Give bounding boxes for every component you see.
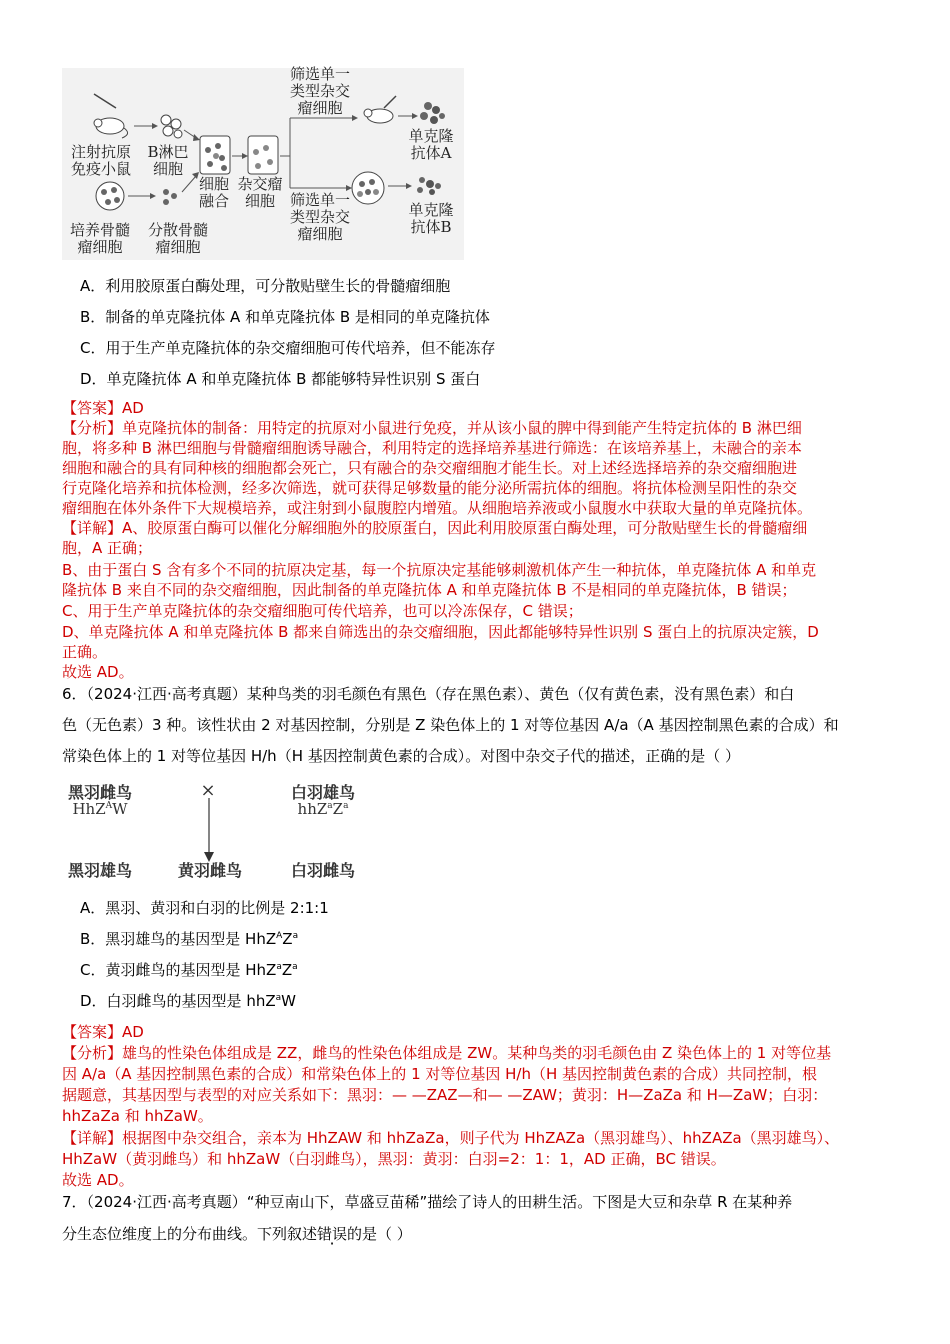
q6-option-a: A．黑羽、黄羽和白羽的比例是 2:1:1 [80,899,329,917]
offspring-yellow-female: 黄羽雌鸟 [177,861,242,880]
q7-stem-line: 分生态位维度上的分布曲线。下列叙述错误的是（ ） [62,1225,412,1243]
q5-option-b: B．制备的单克隆抗体 A 和单克隆抗体 B 是相同的单克隆抗体 [80,308,490,326]
q5-detail-line: C、用于生产单克隆抗体的杂交瘤细胞可传代培养，也可以冷冻保存，C 错误； [62,602,583,620]
q6-stem-line: 6．（2024·江西·高考真题）某种鸟类的羽毛颜色有黑色（存在黑色素）、黄色（仅有黄色素，没有黑色素）和白 [62,685,795,703]
q6-analysis-line: hhZaZa 和 hhZaW。 [62,1107,213,1125]
label-select-bottom: 筛选单一 类型杂交 瘤细胞 [289,191,350,243]
q6-option-c: C．黄羽雌鸟的基因型是 $HhZ^aZ^a$ [80,961,298,979]
label-hybridoma: 杂交瘤 细胞 [237,175,283,210]
q5-detail-line: D、单克隆抗体 A 和单克隆抗体 B 都来自筛选出的杂交瘤细胞，因此都能够特异性识别 S 蛋白上的抗原决定簇，D [62,623,819,641]
parent-male-label: 白羽雄鸟 [290,783,355,802]
q5-analysis-line: 【分析】单克隆抗体的制备：用特定的抗原对小鼠进行免疫，并从该小鼠的脾中得到能产生特定抗体的 B 淋巴细 [62,419,802,437]
q6-answer: 【答案】AD [62,1023,144,1041]
q6-stem-line: 常染色体上的 1 对等位基因 H/h（H 基因控制黄色素的合成）。对图中杂交子代的描述，正确的是（ ） [62,747,741,765]
fusion-beaker-icon [200,136,230,174]
b-cell-icon [161,115,182,138]
q5-option-a: A．利用胶原蛋白酶处理，可分散贴壁生长的骨髓瘤细胞 [80,277,451,295]
label-b-cell: B淋巴 细胞 [147,143,189,178]
q5-option-c: C．用于生产单克隆抗体的杂交瘤细胞可传代培养，但不能冻存 [80,339,496,357]
label-mab-b: 单克隆 抗体B [408,201,454,236]
q5-detail-line: B、由于蛋白 S 含有多个不同的抗原决定基，每一个抗原决定基能够刺激机体产生一种抗体，单克隆抗体 A 和单克 [62,561,817,579]
q5-detail-line: 故选 AD。 [62,663,134,681]
q6-detail-line: 故选 AD。 [62,1171,134,1189]
label-inject: 注射抗原 免疫小鼠 [70,143,131,178]
q6-analysis-line: 【分析】雄鸟的性染色体组成是 ZZ，雌鸟的性染色体组成是 ZW。某种鸟类的羽毛颜色由 Z 染色体上的 1 对等位基 [62,1044,832,1062]
q6-option-b: B．黑羽雄鸟的基因型是 $HhZ^AZ^a$ [80,930,299,948]
cross-symbol: × [200,780,216,801]
q5-analysis-line: 行克隆化培养和抗体检测，经多次筛选，就可获得足够数量的能分泌所需抗体的细胞。将抗体检测呈阳性的杂交 [62,479,798,497]
culture-dish-icon [352,172,384,204]
offspring-black-male: 黑羽雄鸟 [67,861,132,880]
q6-option-d: D．白羽雌鸟的基因型是 hhZ$^a$W [80,992,296,1010]
q6-stem-line: 色（无色素）3 种。该性状由 2 对基因控制，分别是 Z 染色体上的 1 对等位基因 A/a（A 基因控制黑色素的合成）和 [62,716,839,734]
q7-stem-line: 7．（2024·江西·高考真题）“种豆南山下，草盛豆苗稀”描绘了诗人的田耕生活。下图是大豆和杂草 R 在某种养 [62,1193,793,1211]
q5-detail-line: 胞，A 正确； [62,539,153,557]
q5-detail-line: 【详解】A、胶原蛋白酶可以催化分解细胞外的胶原蛋白，因此利用胶原蛋白酶处理，可分散贴壁生长的骨髓瘤细 [62,519,808,537]
q5-analysis-line: 细胞和融合的具有同种核的细胞都会死亡，只有融合的杂交瘤细胞才能生长。对上述经选择培养的杂交瘤细胞进 [62,459,798,477]
offspring-white-female: 白羽雌鸟 [290,861,355,880]
cross-arrow [199,798,219,862]
antibody-b-cluster-icon [417,177,441,195]
hybridoma-beaker-icon [248,136,278,174]
dispersed-myeloma-icon [163,189,177,205]
q6-detail-line: 【详解】根据图中杂交组合，亲本为 HhZAW 和 hhZaZa，则子代为 HhZAZa（黑羽雄鸟）、hhZAZa（黑羽雄鸟）、 [62,1129,840,1147]
q6-analysis-line: 因 A/a（A 基因控制黑色素的合成）和常染色体上的 1 对等位基因 H/h（H 基因控制黄色素的合成）共同控制，根 [62,1065,818,1083]
q5-option-d: D．单克隆抗体 A 和单克隆抗体 B 都能够特异性识别 S 蛋白 [80,370,481,388]
q5-analysis-line: 瘤细胞在体外条件下大规模培养，或注射到小鼠腹腔内增殖。从细胞培养液或小鼠腹水中获取大量的单克隆抗体。 [62,499,813,517]
label-select-top: 筛选单一 类型杂交 瘤细胞 [289,65,350,117]
mouse-top-icon [364,96,396,123]
q5-analysis-line: 胞，将多种 B 淋巴细胞与骨髓瘤细胞诱导融合，利用特定的选择培养基进行筛选：在该培养基上，未融合的亲本 [62,439,802,457]
q5-answer: 【答案】AD [62,399,144,417]
q5-detail-line: 隆抗体 B 来自不同的杂交瘤细胞，因此制备的单克隆抗体 A 和单克隆抗体 B 不是相同的单克隆抗体，B 错误； [62,581,797,599]
q6-detail-line: HhZaW（黄羽雌鸟）和 hhZaW（白羽雌鸟），黑羽：黄羽：白羽=2：1：1，AD 正确，BC 错误。 [62,1150,726,1168]
parent-female-genotype: HhZ$^A$W [72,800,128,818]
myeloma-culture-icon [96,182,124,210]
mouse-icon [94,94,128,138]
monoclonal-antibody-figure [62,65,464,260]
parent-male-genotype: $hhZ^aZ^a$ [297,800,349,818]
label-disperse: 分散骨髓 瘤细胞 [147,221,208,256]
q5-detail-line: 正确。 [62,643,108,661]
antibody-a-cluster-icon [420,102,445,124]
emphasis-word: 错误 [317,1225,348,1243]
label-culture: 培养骨髓 瘤细胞 [69,221,130,256]
cross-diagram [62,778,382,884]
label-fusion: 细胞 融合 [198,175,229,210]
q6-analysis-line: 据题意，其基因型与表型的对应关系如下：黑羽：— —ZAZ—和— —ZAW；黄羽：H—ZaZa 和 H—ZaW；白羽： [62,1086,828,1104]
label-mab-a: 单克隆 抗体A [408,127,454,162]
parent-female-label: 黑羽雌鸟 [67,783,132,802]
